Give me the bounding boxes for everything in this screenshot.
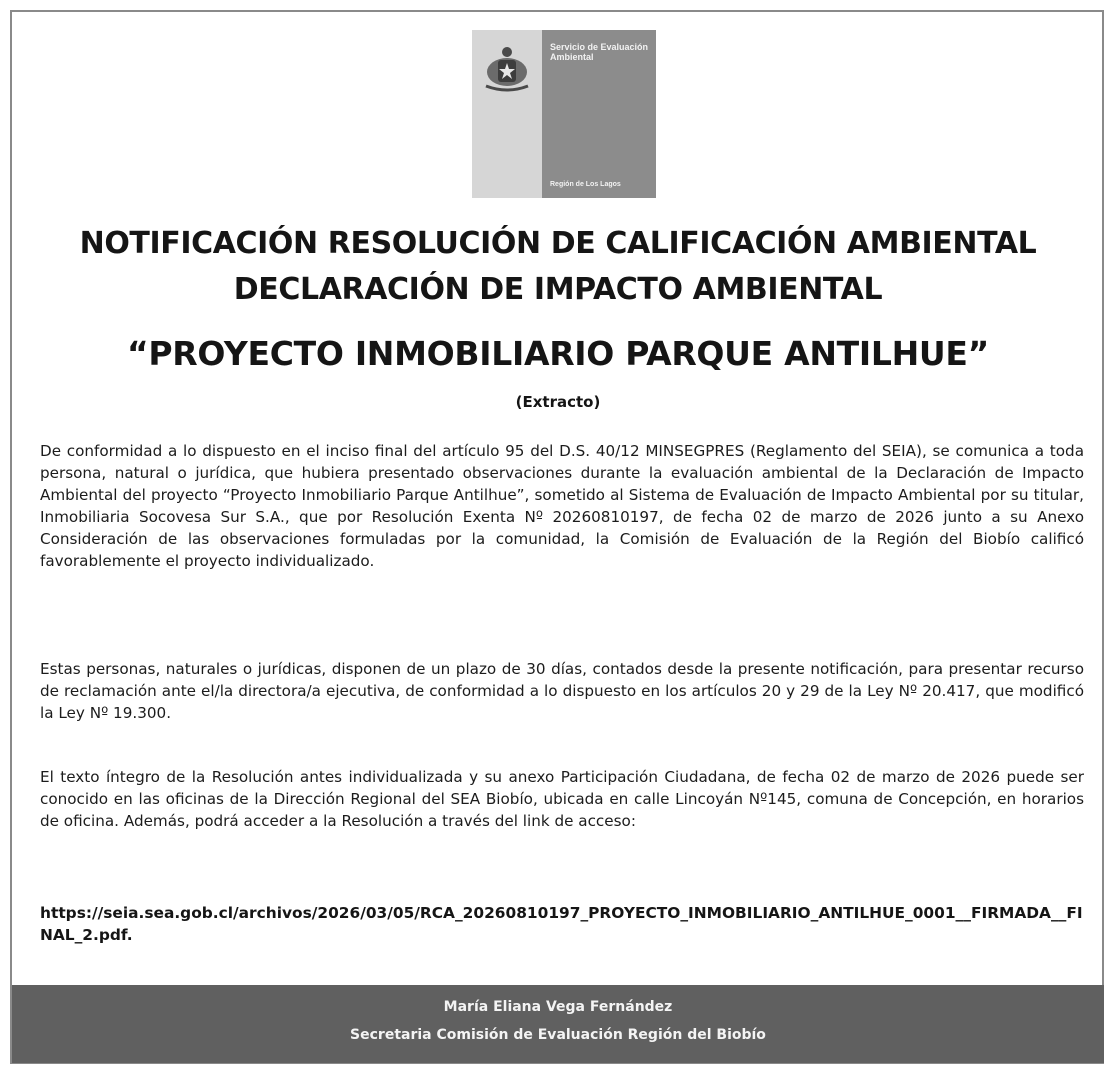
- title-line-1: NOTIFICACIÓN RESOLUCIÓN DE CALIFICACIÓN AMBIENTAL: [79, 226, 1037, 261]
- project-name: “PROYECTO INMOBILIARIO PARQUE ANTILHUE”: [126, 334, 990, 373]
- signatory-name: María Eliana Vega Fernández: [443, 999, 673, 1015]
- title-line-2: DECLARACIÓN DE IMPACTO AMBIENTAL: [233, 272, 883, 307]
- logo-text-panel: [542, 30, 656, 198]
- resolution-link[interactable]: https://seia.sea.gob.cl/archivos/2026/03/05/RCA_20260810197_PROYECTO_INMOBILIARIO_ANTILHUE_0001__FIRMADA__FINAL_2.pdf.: [40, 904, 1083, 944]
- paragraph-notification: De conformidad a lo dispuesto en el inciso final del artículo 95 del D.S. 40/12 MINSEGPRES (Reglamento del SEIA), se comunica a toda persona, natural o jurídica, que hubiera presentado observaciones durante la evaluación ambiental de la Declaración de Impacto Ambiental del proyecto “Proyecto Inmobiliario Parque Antilhue”, sometido al Sistema de Evaluación de Impacto Ambiental por su titular, Inmobiliaria Socovesa Sur S.A., que por Resolución Exenta Nº 20260810197, de fecha 02 de marzo de 2026 junto a su Anexo Consideración de las observaciones formuladas por la comunidad, la Comisión de Evaluación de la Región del Biobío calificó favorablemente el proyecto individualizado.: [40, 442, 1084, 570]
- paragraph-deadline: Estas personas, naturales o jurídicas, disponen de un plazo de 30 días, contados desde la presente notificación, para presentar recurso de reclamación ante el/la directora/a ejecutiva, de conformidad a lo dispuesto en los artículos 20 y 29 de la Ley Nº 20.417, que modificó la Ley Nº 19.300.: [40, 660, 1084, 722]
- signature-footer: [12, 985, 1104, 1063]
- chile-coat-of-arms-icon: [480, 42, 534, 96]
- signatory-role: Secretaria Comisión de Evaluación Región del Biobío: [350, 1027, 766, 1043]
- paragraph-access: El texto íntegro de la Resolución antes individualizada y su anexo Participación Ciudadana, de fecha 02 de marzo de 2026 puede ser conocido en las oficinas de la Dirección Regional del SEA Biobío, ubicada en calle Lincoyán Nº145, comuna de Concepción, en horarios de oficina. Además, podrá acceder a la Resolución a través del link de acceso:: [40, 768, 1084, 830]
- logo-crest-panel: [472, 30, 542, 198]
- logo-region: Región de Los Lagos: [550, 181, 621, 188]
- logo-service-name: Servicio de Evaluación Ambiental: [550, 42, 649, 62]
- sea-logo: [472, 30, 656, 198]
- subtitle-extract: (Extracto): [515, 393, 601, 411]
